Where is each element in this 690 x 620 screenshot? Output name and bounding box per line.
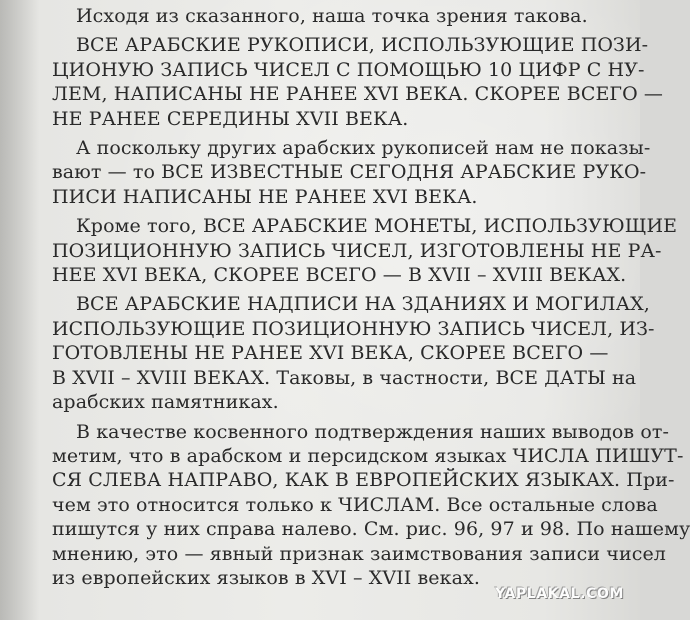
text-line: НЕЕ XVI ВЕКА, СКОРЕЕ ВСЕГО — В XVII – XVIII ВЕКАХ. (52, 264, 627, 287)
text-line: ГОТОВЛЕНЫ НЕ РАНЕЕ XVI ВЕКА, СКОРЕЕ ВСЕГО — (52, 342, 609, 365)
text-line: пишутся у них справа налево. См. рис. 96, 97 и 98. По нашему (52, 518, 690, 541)
text-line: СЯ СЛЕВА НАПРАВО, КАК В ЕВРОПЕЙСКИХ ЯЗЫКАХ. При- (52, 469, 675, 492)
text-line: НЕ РАНЕЕ СЕРЕДИНЫ XVII ВЕКА. (52, 107, 409, 130)
text-line: ИСПОЛЬЗУЮЩИЕ ПОЗИЦИОННУЮ ЗАПИСЬ ЧИСЕЛ, ИЗ- (52, 317, 655, 340)
text-line: ВСЕ АРАБСКИЕ НАДПИСИ НА ЗДАНИЯХ И МОГИЛАХ, (76, 293, 650, 316)
paragraph-1 (52, 4, 608, 28)
page-edge-shadow (0, 0, 40, 620)
paragraph-3 (52, 136, 651, 209)
text-line: арабских памятниках. (52, 391, 279, 414)
text-line: В XVII – XVIII ВЕКАХ. Таковы, в частности, ВСЕ ДАТЫ на (52, 366, 637, 389)
text-line: из европейских языков в XVI – XVII веках. (52, 566, 481, 589)
paragraph-4 (52, 214, 678, 287)
text-line: мнению, это — явный признак заимствования записи чисел (52, 542, 666, 565)
paragraph-6 (52, 420, 690, 591)
text-line: ЛЕМ, НАПИСАНЫ НЕ РАНЕЕ XVI ВЕКА. СКОРЕЕ ВСЕГО — (52, 83, 664, 106)
text-line: вают — то ВСЕ ИЗВЕСТНЫЕ СЕГОДНЯ АРАБСКИЕ РУКО- (52, 161, 647, 184)
text-line: метим, что в арабском и персидском языках ЧИСЛА ПИШУТ- (52, 444, 684, 467)
paragraph-5 (52, 292, 655, 414)
site-watermark: YAPLAKAL.COM (495, 586, 624, 602)
text-line: ПИСИ НАПИСАНЫ НЕ РАНЕЕ XVI ВЕКА. (52, 185, 478, 208)
text-line: А поскольку других арабских рукописей нам не показы- (76, 137, 651, 160)
text-line: ЦИОНУЮ ЗАПИСЬ ЧИСЕЛ С ПОМОЩЬЮ 10 ЦИФР С НУ- (52, 58, 645, 81)
text-line: ВСЕ АРАБСКИЕ РУКОПИСИ, ИСПОЛЬЗУЮЩИЕ ПОЗИ- (76, 34, 649, 57)
text-line: чем это относится только к ЧИСЛАМ. Все остальные слова (52, 493, 658, 516)
text-line: ПОЗИЦИОННУЮ ЗАПИСЬ ЧИСЕЛ, ИЗГОТОВЛЕНЫ НЕ РА- (52, 239, 662, 262)
text-line: В качестве косвенного подтверждения наших выводов от- (76, 420, 670, 443)
page-text-block (52, 4, 690, 590)
text-line: Кроме того, ВСЕ АРАБСКИЕ МОНЕТЫ, ИСПОЛЬЗУЮЩИЕ (76, 215, 678, 238)
paragraph-2 (52, 33, 664, 131)
text-line: Исходя из сказанного, наша точка зрения такова. (76, 5, 588, 27)
